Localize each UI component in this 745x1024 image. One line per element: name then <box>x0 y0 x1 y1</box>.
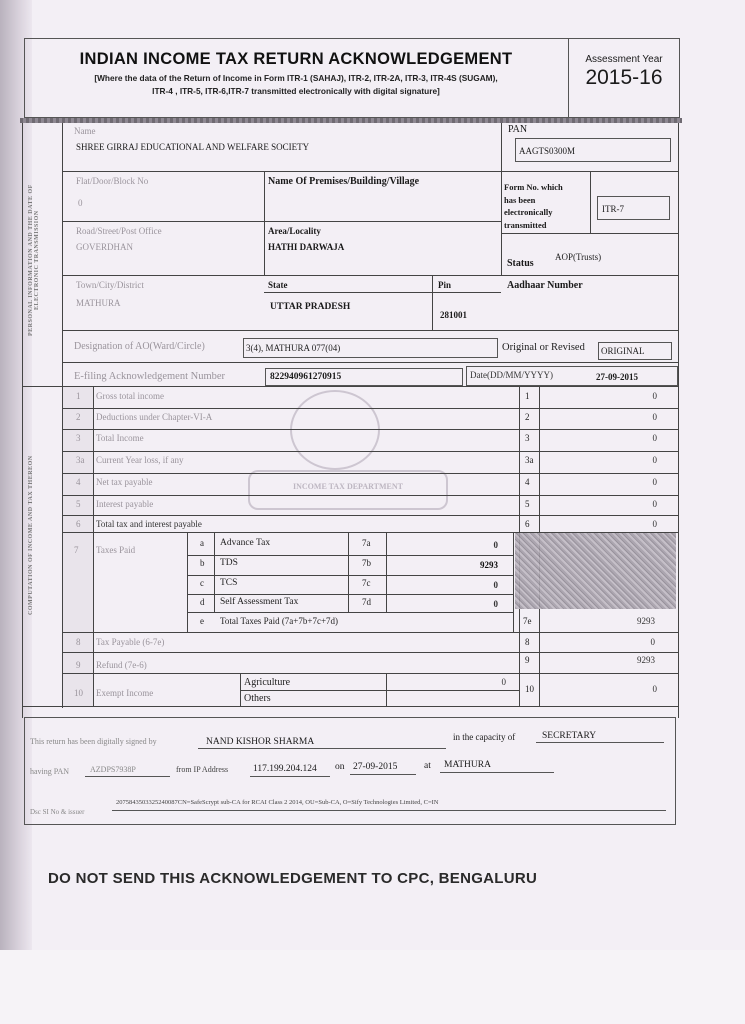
row-no: 8 <box>76 637 81 647</box>
taxes-item-label: Self Assessment Tax <box>220 597 299 607</box>
row-label: Net tax payable <box>96 477 153 487</box>
ack-label: E-filing Acknowledgement Number <box>74 371 226 382</box>
state-value: UTTAR PRADESH <box>270 302 351 312</box>
row-no: 10 <box>74 688 83 698</box>
taxes-item-code: 7c <box>362 578 371 588</box>
row-code: 2 <box>525 412 530 422</box>
row-line <box>62 451 678 452</box>
ao-value: 3(4), MATHURA 077(04) <box>246 343 341 353</box>
page-subtitle <box>30 72 562 97</box>
town-value: MATHURA <box>76 298 121 308</box>
name-label: Name <box>74 126 96 136</box>
row-value: 9293 <box>637 655 655 665</box>
row-line <box>187 555 513 556</box>
row-label: Gross total income <box>96 391 164 401</box>
others-label: Others <box>244 693 271 704</box>
pin-label: Pin <box>438 280 452 290</box>
state-label: State <box>268 280 288 290</box>
taxes-total-letter: e <box>200 616 204 626</box>
taxes-item-label: TDS <box>220 558 238 568</box>
row-code: 5 <box>525 499 530 509</box>
row-line <box>62 221 501 222</box>
emblem-text: INCOME TAX DEPARTMENT <box>293 482 403 491</box>
row-code: 4 <box>525 477 530 487</box>
taxes-sub-divider <box>348 532 349 612</box>
road-label: Road/Street/Post Office <box>76 226 162 236</box>
premises-label: Name Of Premises/Building/Village <box>268 176 420 187</box>
row-line <box>62 673 678 674</box>
frame-right <box>678 123 679 718</box>
row-value: 0 <box>652 477 657 487</box>
row-label: Refund (7e-6) <box>96 660 147 670</box>
row-value: 0 <box>652 455 657 465</box>
taxes-total-code: 7e <box>523 616 532 626</box>
taxes-total-label: Total Taxes Paid (7a+7b+7c+7d) <box>220 616 339 626</box>
emblem-watermark <box>290 390 380 470</box>
col-divider <box>590 171 591 233</box>
orig-label: Original or Revised <box>502 342 585 353</box>
row-value: 0 <box>650 637 655 647</box>
ip-value: 117.199.204.124 <box>253 764 317 774</box>
taxes-sub-divider <box>214 532 215 612</box>
date-label: Date(DD/MM/YYYY) <box>470 370 553 380</box>
ack-value: 822940961270915 <box>270 372 342 382</box>
sidebar-computation: COMPUTATION OF INCOME AND TAX THEREON <box>28 455 34 615</box>
row-line <box>62 429 678 430</box>
assessment-year-label: Assessment Year <box>585 54 663 65</box>
taxes-item-label: TCS <box>220 578 238 588</box>
area-value: HATHI DARWAJA <box>268 242 345 252</box>
no-col-divider <box>93 386 94 706</box>
row-code: 8 <box>525 637 530 647</box>
flat-value: 0 <box>78 198 83 208</box>
row-code: 9 <box>525 655 530 665</box>
date-value: 27-09-2015 <box>596 372 638 382</box>
taxes-item-letter: c <box>200 578 204 588</box>
taxes-item-code: 7b <box>362 558 371 568</box>
footer-notice: DO NOT SEND THIS ACKNOWLEDGEMENT TO CPC, BENGALURU <box>48 870 538 887</box>
agri-label: Agriculture <box>244 677 291 688</box>
capacity-label: in the capacity of <box>453 732 516 742</box>
row-line <box>501 233 678 234</box>
page-title: INDIAN INCOME TAX RETURN ACKNOWLEDGEMENT <box>79 50 513 68</box>
col-divider <box>432 275 433 330</box>
redacted-area <box>515 533 676 609</box>
page-bottom <box>0 950 745 1024</box>
row-no: 2 <box>76 412 81 422</box>
capacity-value: SECRETARY <box>542 731 597 741</box>
row-no: 7 <box>74 545 79 555</box>
row-line <box>62 473 678 474</box>
taxes-paid-label: Taxes Paid <box>96 545 136 555</box>
row-label: Current Year loss, if any <box>96 455 184 465</box>
taxes-item-value: 0 <box>493 580 498 590</box>
taxes-total-value: 9293 <box>637 616 655 626</box>
form-label: Form No. which has been electronically transmitted <box>504 182 563 230</box>
pan-divider <box>501 123 502 171</box>
row-no: 5 <box>76 499 81 509</box>
taxes-item-value: 0 <box>493 599 498 609</box>
row-line <box>62 495 678 496</box>
pan-sig-label: having PAN <box>30 767 70 776</box>
on-value: 27-09-2015 <box>353 762 398 772</box>
agri-value: 0 <box>501 677 506 687</box>
at-value: MATHURA <box>444 760 491 770</box>
status-value: AOP(Trusts) <box>555 252 602 262</box>
ip-label: from IP Address <box>176 765 229 774</box>
row-label: Total tax and interest payable <box>96 519 202 529</box>
row-line <box>240 690 519 691</box>
row-no: 3a <box>76 455 85 465</box>
taxes-sub-divider <box>187 532 188 632</box>
row-label: Deductions under Chapter-VI-A <box>96 412 213 422</box>
row-code: 1 <box>525 391 530 401</box>
row-value: 0 <box>652 499 657 509</box>
row-no: 9 <box>76 660 81 670</box>
subtitle-line-1: [Where the data of the Return of Income in Form ITR-1 (SAHAJ), ITR-2, ITR-2A, ITR-3, ITR-4S (SUGAM), <box>94 73 498 83</box>
row-no: 3 <box>76 433 81 443</box>
row-line <box>62 515 678 516</box>
road-value: GOVERDHAN <box>76 242 133 252</box>
row-no: 1 <box>76 391 81 401</box>
row-line <box>62 652 678 653</box>
row-value: 0 <box>652 684 657 694</box>
row-no: 6 <box>76 519 81 529</box>
taxes-sub-divider <box>386 532 387 612</box>
row-code: 6 <box>525 519 530 529</box>
row-line <box>22 706 678 707</box>
row-label: Interest payable <box>96 499 154 509</box>
row-line <box>187 612 513 613</box>
taxes-item-value: 0 <box>493 540 498 550</box>
name-value: SHREE GIRRAJ EDUCATIONAL AND WELFARE SOCIETY <box>76 142 310 152</box>
on-label: on <box>335 762 345 772</box>
pan-sig-value: AZDPS7938P <box>90 765 136 774</box>
area-label: Area/Locality <box>268 226 321 236</box>
dsc-label: Dsc SI No & issuer <box>30 808 85 816</box>
row-no: 4 <box>76 477 81 487</box>
row-line <box>264 292 501 293</box>
taxes-item-letter: b <box>200 558 205 568</box>
row-label: Exempt Income <box>96 688 154 698</box>
row-code: 3 <box>525 433 530 443</box>
row-line <box>62 362 678 363</box>
taxes-item-label: Advance Tax <box>220 538 271 548</box>
taxes-sub-divider <box>513 532 514 632</box>
section-divider <box>22 386 678 387</box>
row-label: Total Income <box>96 433 144 443</box>
row-value: 0 <box>652 519 657 529</box>
dsc-value: 2075843503325240087CN=SafeScrypt sub-CA for RCAI Class 2 2014, OU=Sub-CA, O=Sify Technologies Limited, C=IN <box>116 799 439 806</box>
header-band <box>20 118 682 123</box>
row-value: 0 <box>652 412 657 422</box>
row-line <box>187 575 513 576</box>
row-value: 0 <box>652 433 657 443</box>
pan-label: PAN <box>508 124 528 135</box>
pan-value: AAGTS0300M <box>519 146 576 156</box>
col-divider <box>501 171 502 275</box>
row-label: Tax Payable (6-7e) <box>96 637 165 647</box>
orig-value: ORIGINAL <box>601 346 645 356</box>
assessment-year-value: 2015-16 <box>585 66 663 89</box>
flat-label: Flat/Door/Block No <box>76 176 149 186</box>
pin-value: 281001 <box>440 310 467 320</box>
row-code: 3a <box>525 455 534 465</box>
form-value: ITR-7 <box>602 204 624 214</box>
row-code: 10 <box>525 684 534 694</box>
at-label: at <box>424 761 431 771</box>
row-line <box>187 594 513 595</box>
signed-by-label: This return has been digitally signed by <box>30 737 157 746</box>
row-line <box>62 171 678 172</box>
subtitle-line-2: ITR-4 , ITR-5, ITR-6,ITR-7 transmitted electronically with digital signature] <box>152 85 440 96</box>
aadhaar-label: Aadhaar Number <box>507 280 583 291</box>
row-line <box>62 330 678 331</box>
row-line <box>62 275 678 276</box>
town-label: Town/City/District <box>76 280 144 290</box>
taxes-item-code: 7d <box>362 597 371 607</box>
taxes-item-code: 7a <box>362 538 371 548</box>
taxes-item-value: 9293 <box>480 560 498 570</box>
col-divider <box>264 171 265 275</box>
sidebar-personal: PERSONAL INFORMATION AND THE DATE OF ELECTRONIC TRANSMISSION <box>28 184 40 336</box>
row-line <box>62 408 678 409</box>
signer-value: NAND KISHOR SHARMA <box>206 737 315 747</box>
frame-left <box>22 123 23 718</box>
row-value: 0 <box>652 391 657 401</box>
taxes-item-letter: d <box>200 597 205 607</box>
status-label: Status <box>507 258 534 269</box>
taxes-item-letter: a <box>200 538 204 548</box>
header-divider <box>568 38 569 118</box>
ao-label: Designation of AO(Ward/Circle) <box>74 341 205 352</box>
row-line <box>62 632 678 633</box>
